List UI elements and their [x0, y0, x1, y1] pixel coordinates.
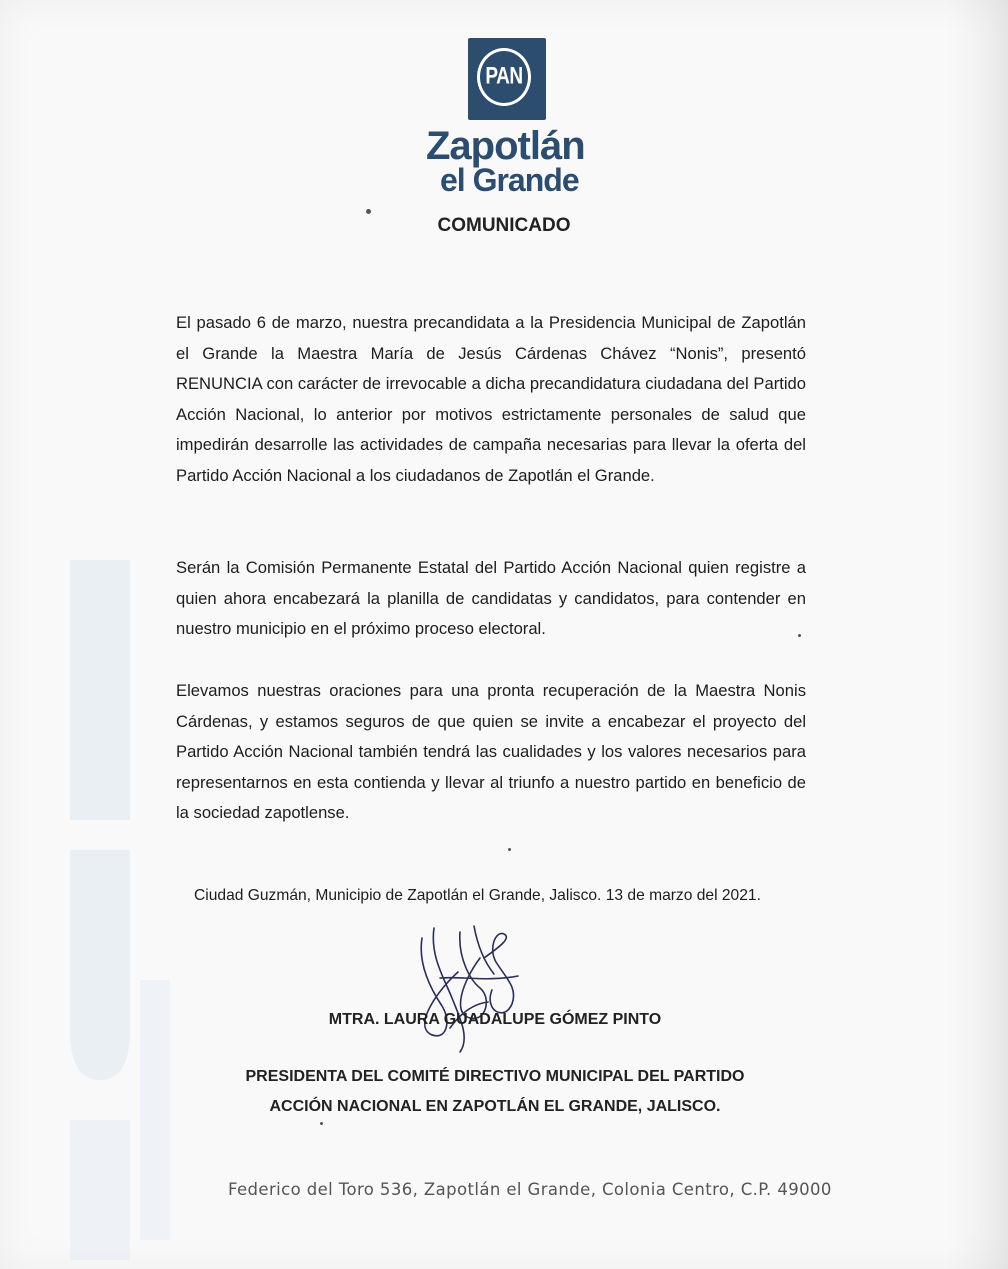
- scan-speck: [508, 848, 511, 851]
- logo-text-line1: Zapotlán: [426, 124, 585, 168]
- handwritten-signature: [400, 918, 540, 1058]
- scan-speck: [366, 209, 371, 214]
- pan-emblem-ring: [477, 48, 531, 106]
- pan-logo: [420, 38, 590, 198]
- paragraph-2: Serán la Comisión Permanente Estatal del Partido Acción Nacional quien registre a quien ahora encabezará la planilla de candidatas y candidatos, para contender en nuestro municipio en el próximo proceso electoral.: [176, 558, 806, 639]
- paragraph-1: El pasado 6 de marzo, nuestra precandidata a la Presidencia Municipal de Zapotlán el Grande la Maestra María de Jesús Cárdenas Chávez “Nonis”, presentó RENUNCIA con carácter de irrevocable a dicha precandidatura ciudadana del Partido Acción Nacional, lo anterior por motivos estrictamente personales de salud que impedirán desarrolle las actividades de campaña necesarias para llevar la oferta del Partido Acción Nacional a los ciudadanos de Zapotlán el Grande.: [176, 313, 806, 485]
- pan-emblem-text: PAN: [485, 63, 523, 90]
- place-and-date: Ciudad Guzmán, Municipio de Zapotlán el Grande, Jalisco. 13 de marzo del 2021.: [194, 887, 761, 904]
- scan-speck: [320, 1122, 323, 1125]
- paragraph-3: Elevamos nuestras oraciones para una pronta recuperación de la Maestra Nonis Cárdenas, y estamos seguros de que quien se invite a encabezar el proyecto del Partido Acción Nacional también tendrá las cualidades y los valores necesarios para representarnos en esta contienda y llevar al triunfo a nuestro partido en beneficio de la sociedad zapotlense.: [176, 681, 806, 823]
- signatory-title: [0, 1062, 1008, 1122]
- logo-text-line2: el Grande: [440, 162, 579, 198]
- watermark-graphic: [60, 560, 190, 1260]
- signatory-name: [0, 1011, 1008, 1029]
- document-heading-text: COMUNICADO: [437, 215, 571, 236]
- document-heading: [0, 215, 1008, 237]
- signatory-name-text: MTRA. LAURA GUADALUPE GÓMEZ PINTO: [328, 1011, 662, 1028]
- signatory-title-line1: PRESIDENTA DEL COMITÉ DIRECTIVO MUNICIPAL DEL PARTIDO: [245, 1068, 745, 1085]
- pan-emblem: [468, 38, 546, 120]
- footer-address: Federico del Toro 536, Zapotlán el Grande, Colonia Centro, C.P. 49000: [228, 1180, 832, 1199]
- signatory-title-line2: ACCIÓN NACIONAL EN ZAPOTLÁN EL GRANDE, JALISCO.: [269, 1098, 721, 1115]
